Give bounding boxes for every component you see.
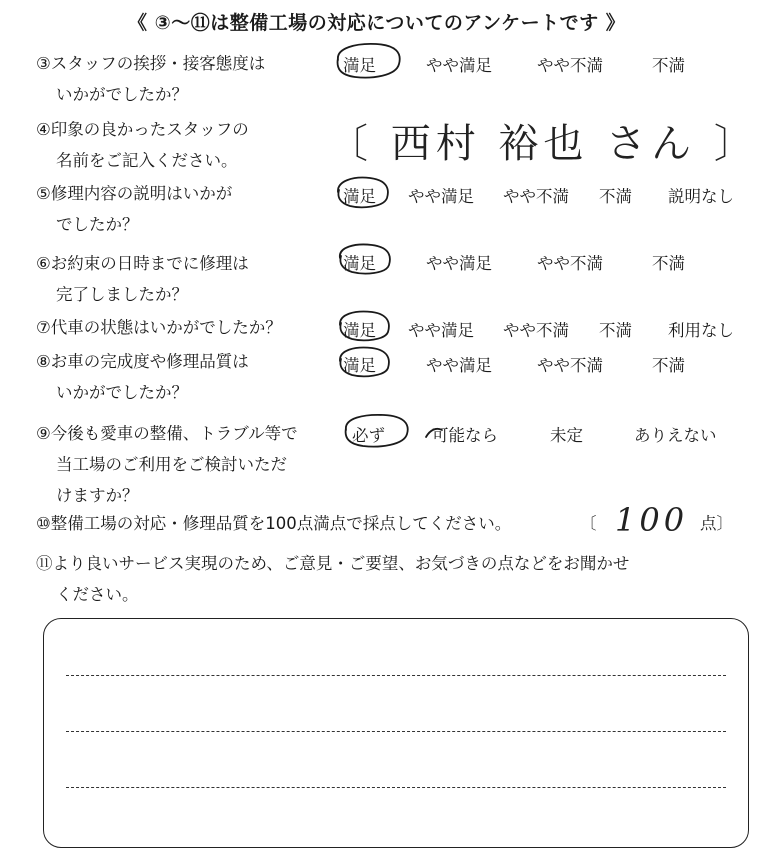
question-4 xyxy=(36,114,249,176)
option-somewhat-satisfied[interactable]: やや満足 xyxy=(426,56,492,75)
question-text: 完了しましたか？ xyxy=(56,285,188,304)
option-no-explanation[interactable]: 説明なし xyxy=(668,187,734,206)
question-6 xyxy=(36,248,249,310)
question-number: ⑪ xyxy=(36,554,53,573)
question-8 xyxy=(36,346,249,408)
option-undecided[interactable]: 未定 xyxy=(550,426,583,445)
option-somewhat-satisfied[interactable]: やや満足 xyxy=(426,356,492,375)
question-number: ⑤ xyxy=(36,184,51,203)
question-text: お車の完成度や修理品質は xyxy=(50,352,249,371)
score-bracket-open: 〔 xyxy=(580,514,597,533)
comment-line xyxy=(66,675,726,676)
option-dissatisfied[interactable]: 不満 xyxy=(599,187,632,206)
comment-box[interactable] xyxy=(43,618,749,848)
option-satisfied[interactable]: 満足 xyxy=(343,254,376,273)
option-if-possible[interactable]: 可能なら xyxy=(432,426,498,445)
option-somewhat-dissatisfied[interactable]: やや不満 xyxy=(537,56,603,75)
comment-line xyxy=(66,787,726,788)
question-number: ⑨ xyxy=(36,424,51,443)
question-text: 名前をご記入ください。 xyxy=(56,151,238,170)
question-text: 修理内容の説明はいかが xyxy=(50,184,233,203)
option-unlikely[interactable]: ありえない xyxy=(634,426,717,445)
question-number: ⑦ xyxy=(36,318,51,337)
question-7 xyxy=(36,312,282,343)
option-definitely[interactable]: 必ず xyxy=(352,426,385,445)
option-somewhat-satisfied[interactable]: やや満足 xyxy=(408,321,474,340)
option-dissatisfied[interactable]: 不満 xyxy=(599,321,632,340)
question-10 xyxy=(36,508,511,539)
question-text: でしたか？ xyxy=(56,215,139,234)
option-not-used[interactable]: 利用なし xyxy=(668,321,734,340)
score-answer[interactable]: 100 xyxy=(615,501,689,539)
question-text: 整備工場の対応・修理品質を100点満点で採点してください。 xyxy=(50,514,512,533)
option-somewhat-dissatisfied[interactable]: やや不満 xyxy=(503,321,569,340)
staff-name-answer[interactable]: 〔 西村 裕也 さん 〕 xyxy=(328,121,759,167)
question-text: いかがでしたか？ xyxy=(56,383,188,402)
comment-line xyxy=(66,731,726,732)
option-dissatisfied[interactable]: 不満 xyxy=(652,356,685,375)
option-satisfied[interactable]: 満足 xyxy=(343,56,376,75)
question-text: より良いサービス実現のため、ご意見・ご要望、お気づきの点などをお聞かせ xyxy=(52,554,630,573)
question-text: 印象の良かったスタッフの xyxy=(50,120,249,139)
question-3 xyxy=(36,48,265,110)
option-somewhat-dissatisfied[interactable]: やや不満 xyxy=(537,254,603,273)
option-satisfied[interactable]: 満足 xyxy=(343,321,376,340)
question-number: ⑧ xyxy=(36,352,51,371)
question-number: ③ xyxy=(36,54,51,73)
question-number: ⑥ xyxy=(36,254,51,273)
question-9 xyxy=(36,418,298,511)
question-text: いかがでしたか？ xyxy=(56,85,188,104)
page-title: 《 ③〜⑪は整備工場の対応についてのアンケートです 》 xyxy=(128,12,626,34)
question-text: ください。 xyxy=(56,585,139,604)
question-5 xyxy=(36,178,232,240)
option-satisfied[interactable]: 満足 xyxy=(343,356,376,375)
question-number: ④ xyxy=(36,120,51,139)
option-satisfied[interactable]: 満足 xyxy=(343,187,376,206)
question-text: 代車の状態はいかがでしたか？ xyxy=(50,318,282,337)
option-somewhat-dissatisfied[interactable]: やや不満 xyxy=(537,356,603,375)
question-text: スタッフの挨拶・接客態度は xyxy=(50,54,266,73)
question-number: ⑩ xyxy=(36,514,51,533)
question-text: 今後も愛車の整備、トラブル等で xyxy=(50,424,298,443)
score-bracket-close: 点〕 xyxy=(700,514,733,533)
option-somewhat-dissatisfied[interactable]: やや不満 xyxy=(503,187,569,206)
option-dissatisfied[interactable]: 不満 xyxy=(652,56,685,75)
question-text: お約束の日時までに修理は xyxy=(50,254,249,273)
option-dissatisfied[interactable]: 不満 xyxy=(652,254,685,273)
question-text: けますか？ xyxy=(56,486,139,505)
option-somewhat-satisfied[interactable]: やや満足 xyxy=(426,254,492,273)
question-text: 当工場のご利用をご検討いただ xyxy=(56,455,287,474)
option-somewhat-satisfied[interactable]: やや満足 xyxy=(408,187,474,206)
question-11 xyxy=(36,548,629,610)
